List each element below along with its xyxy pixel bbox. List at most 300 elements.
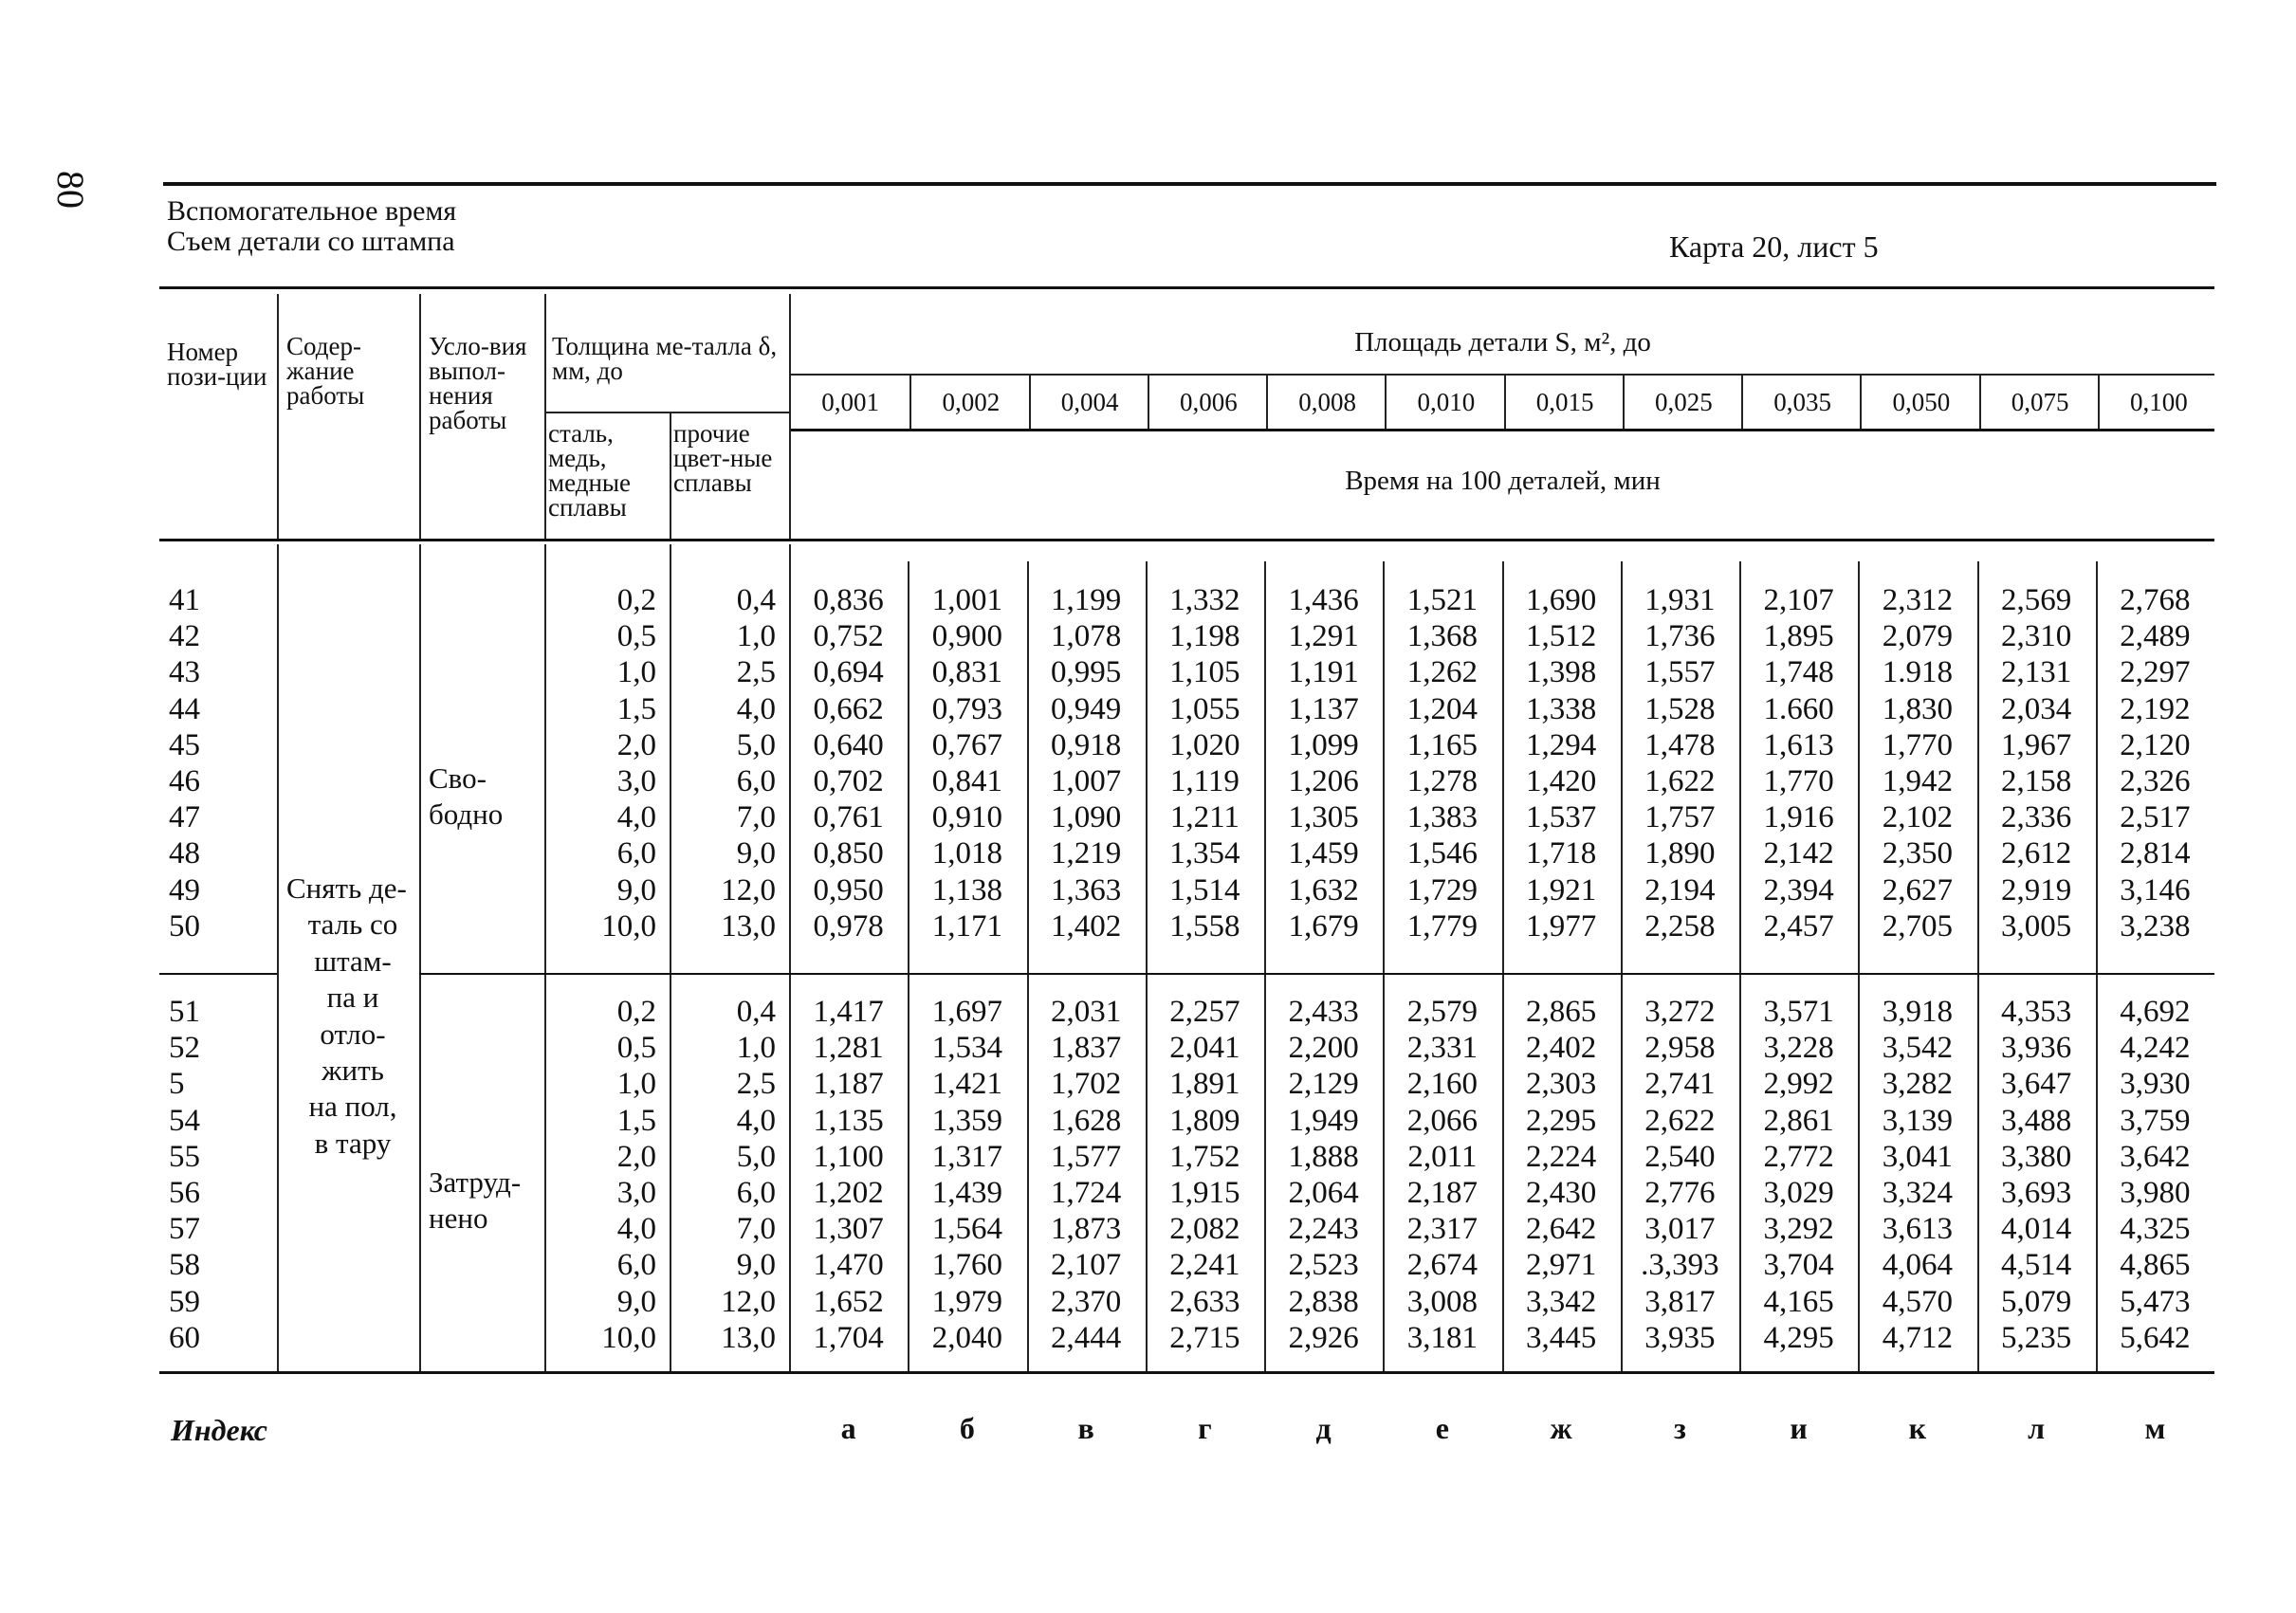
work-content-line: жить	[321, 1054, 384, 1088]
time-value: 1,534	[931, 1031, 1002, 1066]
time-value: 1,100	[813, 1139, 884, 1174]
thickness-other: 5,0	[736, 727, 776, 762]
time-value: .3,393	[1641, 1248, 1719, 1283]
time-value: 2,336	[2001, 800, 2072, 835]
time-value: 1,165	[1406, 727, 1478, 762]
thickness-other: 6,0	[736, 764, 776, 798]
thickness-other: 12,0	[721, 1284, 776, 1319]
time-value: 2,317	[1406, 1212, 1478, 1247]
area-value-cell: 0,010	[1385, 376, 1505, 429]
header-divider	[670, 413, 671, 539]
work-content-line: таль со	[307, 907, 398, 942]
time-value: 1,317	[931, 1139, 1002, 1174]
time-value: 0,836	[813, 583, 884, 617]
time-value: 1,890	[1644, 836, 1716, 871]
time-value: 0,910	[931, 800, 1002, 835]
time-value: 1,090	[1051, 800, 1122, 835]
time-value: 2,971	[1526, 1248, 1597, 1283]
time-value: 3,272	[1644, 995, 1716, 1029]
time-value: 1,915	[1169, 1176, 1240, 1210]
thickness-other: 5,0	[736, 1139, 776, 1174]
time-value: 1,187	[813, 1067, 884, 1102]
area-value-cell: 0,025	[1623, 376, 1743, 429]
index-letter: л	[2028, 1411, 2046, 1445]
time-value: 1,537	[1526, 800, 1597, 835]
thickness-steel: 0,2	[616, 583, 656, 617]
time-value: 1,979	[931, 1284, 1002, 1319]
thickness-other: 7,0	[736, 1212, 776, 1247]
thickness-other: 12,0	[721, 872, 776, 907]
time-value: 1,478	[1644, 727, 1716, 762]
time-value: 2,489	[2120, 619, 2191, 654]
thickness-steel: 2,0	[616, 1139, 656, 1174]
position-number: 58	[169, 1248, 200, 1283]
time-value: 2,741	[1644, 1067, 1716, 1102]
time-value: 0,662	[813, 691, 884, 726]
time-value: 5,473	[2120, 1284, 2191, 1319]
time-value: 3,041	[1882, 1139, 1953, 1174]
condition-hard	[429, 1164, 542, 1237]
thickness-other: 0,4	[736, 583, 776, 617]
thickness-steel: 10,0	[601, 908, 656, 944]
condition-free-line: Сво-	[429, 761, 487, 795]
thickness-other: 4,0	[736, 1103, 776, 1138]
time-value: 0,640	[813, 727, 884, 762]
index-letter: ж	[1550, 1411, 1572, 1445]
time-value: 3,005	[2001, 908, 2072, 944]
time-value: 1,921	[1526, 872, 1597, 907]
time-value: 2,642	[1526, 1212, 1597, 1247]
time-value: 1,219	[1051, 836, 1122, 871]
time-value: 3,542	[1882, 1031, 1953, 1066]
title-line-1: Вспомогательное время	[167, 195, 457, 227]
time-value: 0,949	[1051, 691, 1122, 726]
time-value: 2,433	[1288, 995, 1359, 1029]
table-body	[159, 544, 2214, 1371]
thickness-other: 0,4	[736, 995, 776, 1029]
time-value: 1,809	[1169, 1103, 1240, 1138]
time-value: 1,368	[1406, 619, 1478, 654]
thickness-steel: 9,0	[616, 872, 656, 907]
thickness-other: 9,0	[736, 836, 776, 871]
area-value-cell: 0,008	[1266, 376, 1387, 429]
position-number: 51	[169, 995, 200, 1029]
time-value: 1,512	[1526, 619, 1597, 654]
time-value: 3,146	[2120, 872, 2191, 907]
col-conditions-header: Усло-вия выпол-нения работы	[429, 332, 527, 434]
time-value: 2,303	[1526, 1067, 1597, 1102]
thickness-other: 4,0	[736, 691, 776, 726]
time-value: 4,295	[1763, 1320, 1834, 1355]
time-value: 4,165	[1763, 1284, 1834, 1319]
thickness-other: 1,0	[736, 1031, 776, 1066]
position-number: 41	[169, 583, 200, 617]
time-value: 4,514	[2001, 1248, 2072, 1283]
work-content-line: на пол,	[308, 1090, 397, 1124]
table-header	[159, 286, 2214, 542]
work-content-line: Снять де-	[286, 871, 407, 905]
time-value: 3,704	[1763, 1248, 1834, 1283]
time-value: 3,380	[2001, 1139, 2072, 1174]
time-value: 2,633	[1169, 1284, 1240, 1319]
time-value: 1,528	[1644, 691, 1716, 726]
time-value: 1,521	[1406, 583, 1478, 617]
time-value: 2,838	[1288, 1284, 1359, 1319]
time-value: 1,949	[1288, 1103, 1359, 1138]
time-value: 3,935	[1644, 1320, 1716, 1355]
time-value: 2,579	[1406, 995, 1478, 1029]
time-value: 1,191	[1288, 655, 1359, 690]
header-divider	[419, 294, 421, 539]
area-value-cell: 0,004	[1029, 376, 1149, 429]
time-value: 4,865	[2120, 1248, 2191, 1283]
time-value: 2,258	[1644, 908, 1716, 944]
work-content-line: па и	[326, 981, 379, 1015]
time-value: 1,338	[1526, 691, 1597, 726]
time-value: 3,228	[1763, 1031, 1834, 1066]
condition-free	[429, 761, 533, 833]
time-value: 2,814	[2120, 836, 2191, 871]
time-value: 1.660	[1763, 691, 1834, 726]
work-content	[286, 871, 419, 1162]
time-value: 1,770	[1882, 727, 1953, 762]
time-value: 1,931	[1644, 583, 1716, 617]
thickness-steel: 0,5	[616, 619, 656, 654]
time-value: 1,055	[1169, 691, 1240, 726]
col-other-header: прочие цвет-ные сплавы	[673, 419, 773, 497]
time-value: 2,041	[1169, 1031, 1240, 1066]
index-letter: м	[2144, 1411, 2166, 1445]
thickness-steel: 0,2	[616, 995, 656, 1029]
time-value: 1,420	[1526, 764, 1597, 798]
time-value: 1,702	[1051, 1067, 1122, 1102]
time-value: 2,772	[1763, 1139, 1834, 1174]
time-value: 2,402	[1526, 1031, 1597, 1066]
position-number: 49	[169, 872, 200, 907]
time-value: 1,199	[1051, 583, 1122, 617]
time-value: 0,978	[813, 908, 884, 944]
area-value-cell: 0,015	[1504, 376, 1625, 429]
time-value: 2,102	[1882, 800, 1953, 835]
time-value: 2,350	[1882, 836, 1953, 871]
position-number: 55	[169, 1139, 200, 1174]
time-value: 2,160	[1406, 1067, 1478, 1102]
thickness-steel: 3,0	[616, 764, 656, 798]
condition-hard-line: нено	[429, 1201, 488, 1235]
time-value: 2,295	[1526, 1103, 1597, 1138]
time-value: 0,841	[931, 764, 1002, 798]
time-value: 1,514	[1169, 872, 1240, 907]
thickness-steel: 1,0	[616, 655, 656, 690]
time-value: 3,613	[1882, 1212, 1953, 1247]
thickness-steel: 0,5	[616, 1031, 656, 1066]
header-divider	[544, 294, 546, 539]
col-steel-header: сталь, медь, медные сплавы	[548, 419, 632, 522]
time-value: 1,020	[1169, 727, 1240, 762]
time-value: 1,402	[1051, 908, 1122, 944]
time-value: 1,211	[1169, 800, 1240, 835]
time-value: 1,546	[1406, 836, 1478, 871]
thickness-steel: 1,5	[616, 691, 656, 726]
time-value: 3,918	[1882, 995, 1953, 1029]
time-value: 1,281	[813, 1031, 884, 1066]
time-value: 1,679	[1288, 908, 1359, 944]
time-value: 2,705	[1882, 908, 1953, 944]
time-value: 2,158	[2001, 764, 2072, 798]
time-value: 1,628	[1051, 1103, 1122, 1138]
time-value: 2,992	[1763, 1067, 1834, 1102]
position-number: 56	[169, 1176, 200, 1210]
time-value: 2,200	[1288, 1031, 1359, 1066]
time-value: 1,632	[1288, 872, 1359, 907]
time-value: 1,916	[1763, 800, 1834, 835]
area-values-row	[791, 376, 2214, 429]
time-value: 2,331	[1406, 1031, 1478, 1066]
time-value: 2,079	[1882, 619, 1953, 654]
time-value: 1,436	[1288, 583, 1359, 617]
time-value: 1,752	[1169, 1139, 1240, 1174]
time-value: 2,865	[1526, 995, 1597, 1029]
header-bottom-rule	[159, 539, 2214, 541]
time-value: 1,001	[931, 583, 1002, 617]
time-value: 2,622	[1644, 1103, 1716, 1138]
time-value: 1.918	[1882, 655, 1953, 690]
time-value: 4,325	[2120, 1212, 2191, 1247]
time-value: 0,850	[813, 836, 884, 871]
time-value: 3,817	[1644, 1284, 1716, 1319]
area-value-cell: 0,002	[909, 376, 1030, 429]
time-value: 5,642	[2120, 1320, 2191, 1355]
time-value: 1,736	[1644, 619, 1716, 654]
page-number: 80	[49, 171, 92, 209]
time-value: 3,693	[2001, 1176, 2072, 1210]
condition-free-line: бодно	[429, 797, 504, 831]
time-value: 1,307	[813, 1212, 884, 1247]
time-value: 1,138	[931, 872, 1002, 907]
time-value: 1,459	[1288, 836, 1359, 871]
time-value: 0,900	[931, 619, 1002, 654]
area-rule-bottom	[791, 429, 2214, 431]
time-value: 2,066	[1406, 1103, 1478, 1138]
time-value: 1,557	[1644, 655, 1716, 690]
time-value: 1,704	[813, 1320, 884, 1355]
work-content-line: в тару	[314, 1126, 392, 1160]
thickness-steel: 6,0	[616, 1248, 656, 1283]
index-letter: б	[959, 1411, 975, 1445]
time-value: 0,793	[931, 691, 1002, 726]
time-value: 3,292	[1763, 1212, 1834, 1247]
thickness-other: 13,0	[721, 908, 776, 944]
group-separator	[419, 973, 2214, 975]
thickness-other: 7,0	[736, 800, 776, 835]
time-value: 3,445	[1526, 1320, 1597, 1355]
thickness-other: 1,0	[736, 619, 776, 654]
time-value: 1,171	[931, 908, 1002, 944]
column-divider	[419, 544, 421, 1371]
time-value: 1,421	[931, 1067, 1002, 1102]
time-value: 3,980	[2120, 1176, 2191, 1210]
area-value-cell: 0,075	[1979, 376, 2100, 429]
time-value: 0,702	[813, 764, 884, 798]
time-value: 0,752	[813, 619, 884, 654]
time-value: 1,198	[1169, 619, 1240, 654]
index-letter: е	[1435, 1411, 1449, 1445]
time-value: 2,540	[1644, 1139, 1716, 1174]
time-value: 1,383	[1406, 800, 1478, 835]
time-value: 2,031	[1051, 995, 1122, 1029]
time-value: 2,034	[2001, 691, 2072, 726]
time-value: 2,241	[1169, 1248, 1240, 1283]
time-value: 2,370	[1051, 1284, 1122, 1319]
time-value: 1,018	[931, 836, 1002, 871]
area-value-cell: 0,050	[1860, 376, 1980, 429]
time-value: 1,837	[1051, 1031, 1122, 1066]
time-value: 1,770	[1763, 764, 1834, 798]
thickness-other: 13,0	[721, 1320, 776, 1355]
time-value: 4,353	[2001, 995, 2072, 1029]
time-value: 0,761	[813, 800, 884, 835]
time-value: 2,224	[1526, 1139, 1597, 1174]
time-value: 1,613	[1763, 727, 1834, 762]
thickness-other: 2,5	[736, 655, 776, 690]
area-value-cell: 0,100	[2098, 376, 2218, 429]
time-value: 2,612	[2001, 836, 2072, 871]
time-value: 2,120	[2120, 727, 2191, 762]
col-time-header: Время на 100 деталей, мин	[1345, 466, 1661, 496]
time-value: 2,187	[1406, 1176, 1478, 1210]
time-value: 1,135	[813, 1103, 884, 1138]
thickness-other: 6,0	[736, 1176, 776, 1210]
time-value: 2,082	[1169, 1212, 1240, 1247]
time-value: 1,724	[1051, 1176, 1122, 1210]
thickness-other: 2,5	[736, 1067, 776, 1102]
time-value: 2,142	[1763, 836, 1834, 871]
card-number: Карта 20, лист 5	[1669, 229, 1879, 264]
time-value: 1,577	[1051, 1139, 1122, 1174]
time-value: 1,697	[931, 995, 1002, 1029]
time-value: 2,312	[1882, 583, 1953, 617]
time-value: 1,942	[1882, 764, 1953, 798]
time-value: 2,627	[1882, 872, 1953, 907]
time-value: 1,007	[1051, 764, 1122, 798]
area-value-cell: 0,006	[1148, 376, 1268, 429]
time-value: 2,243	[1288, 1212, 1359, 1247]
time-value: 2,674	[1406, 1248, 1478, 1283]
time-value: 1,417	[813, 995, 884, 1029]
col-area-header: Площадь детали S, м², до	[1354, 327, 1651, 357]
position-number: 59	[169, 1284, 200, 1319]
time-value: 2,310	[2001, 619, 2072, 654]
position-number: 47	[169, 800, 200, 835]
time-value: 3,930	[2120, 1067, 2191, 1102]
time-value: 4,570	[1882, 1284, 1953, 1319]
index-letter: з	[1673, 1411, 1686, 1445]
time-value: 0,995	[1051, 655, 1122, 690]
time-value: 1,748	[1763, 655, 1834, 690]
time-value: 1,359	[931, 1103, 1002, 1138]
time-value: 2,523	[1288, 1248, 1359, 1283]
thickness-steel: 3,0	[616, 1176, 656, 1210]
time-value: 1,830	[1882, 691, 1953, 726]
position-number: 44	[169, 691, 200, 726]
thickness-steel: 6,0	[616, 836, 656, 871]
index-label: Индекс	[171, 1413, 267, 1447]
time-value: 2,569	[2001, 583, 2072, 617]
time-value: 1,967	[2001, 727, 2072, 762]
time-value: 4,014	[2001, 1212, 2072, 1247]
time-value: 1,757	[1644, 800, 1716, 835]
time-value: 2,430	[1526, 1176, 1597, 1210]
col-thickness-header: Толщина ме-талла δ, мм, до	[552, 332, 778, 385]
time-value: 3,936	[2001, 1031, 2072, 1066]
time-value: 1,305	[1288, 800, 1359, 835]
time-value: 2,394	[1763, 872, 1834, 907]
time-value: 2,064	[1288, 1176, 1359, 1210]
work-content-line: штам-	[314, 944, 392, 978]
time-value: 2,444	[1051, 1320, 1122, 1355]
table-bottom-rule	[159, 1371, 2214, 1374]
group-separator	[159, 973, 277, 975]
time-value: 1,977	[1526, 908, 1597, 944]
time-value: 1,873	[1051, 1212, 1122, 1247]
time-value: 1,558	[1169, 908, 1240, 944]
thickness-steel: 1,0	[616, 1067, 656, 1102]
area-value-cell: 0,001	[821, 388, 879, 416]
time-value: 0,918	[1051, 727, 1122, 762]
time-value: 2,194	[1644, 872, 1716, 907]
time-value: 1,779	[1406, 908, 1478, 944]
time-value: 2,715	[1169, 1320, 1240, 1355]
time-value: 3,647	[2001, 1067, 2072, 1102]
time-value: 2,129	[1288, 1067, 1359, 1102]
work-content-line: отло-	[320, 1017, 386, 1051]
time-value: 1,398	[1526, 655, 1597, 690]
time-value: 3,282	[1882, 1067, 1953, 1102]
time-value: 1,470	[813, 1248, 884, 1283]
time-value: 1,354	[1169, 836, 1240, 871]
time-value: 2,040	[931, 1320, 1002, 1355]
index-letter: д	[1315, 1411, 1332, 1445]
time-value: 1,206	[1288, 764, 1359, 798]
time-value: 2,131	[2001, 655, 2072, 690]
position-number: 45	[169, 727, 200, 762]
thickness-steel: 10,0	[601, 1320, 656, 1355]
position-number: 50	[169, 908, 200, 944]
index-letter: к	[1908, 1411, 1927, 1445]
time-value: 3,029	[1763, 1176, 1834, 1210]
index-letter: а	[840, 1411, 856, 1445]
index-letter: в	[1077, 1411, 1094, 1445]
position-number: 52	[169, 1031, 200, 1066]
time-value: 4,692	[2120, 995, 2191, 1029]
time-value: 1,332	[1169, 583, 1240, 617]
time-value: 2,297	[2120, 655, 2191, 690]
time-value: 3,139	[1882, 1103, 1953, 1138]
time-value: 3,017	[1644, 1212, 1716, 1247]
time-value: 3,324	[1882, 1176, 1953, 1210]
time-value: 1,363	[1051, 872, 1122, 907]
position-number: 57	[169, 1212, 200, 1247]
time-value: 2,326	[2120, 764, 2191, 798]
time-value: 2,517	[2120, 800, 2191, 835]
time-value: 5,079	[2001, 1284, 2072, 1319]
thickness-other: 9,0	[736, 1248, 776, 1283]
time-value: 1,891	[1169, 1067, 1240, 1102]
position-number: 5	[169, 1067, 185, 1102]
time-value: 3,488	[2001, 1103, 2072, 1138]
time-value: 2,919	[2001, 872, 2072, 907]
header-divider	[277, 294, 279, 539]
